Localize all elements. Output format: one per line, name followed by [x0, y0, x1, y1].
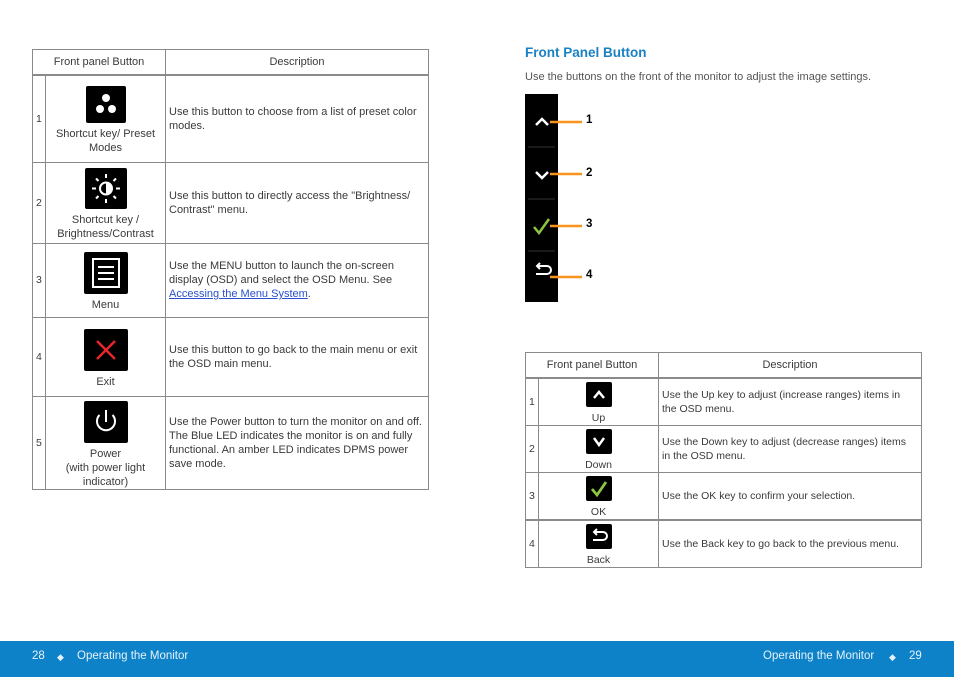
right-button-table	[525, 352, 922, 568]
table-row	[526, 378, 922, 426]
section-title: Front Panel Button	[525, 45, 647, 60]
up-icon	[586, 382, 612, 407]
row-number: 3	[33, 243, 46, 317]
check-icon	[534, 219, 549, 233]
row-description: Use the Power button to turn the monitor on and off.	[169, 415, 422, 428]
ok-check-icon	[586, 476, 612, 501]
down-arrow-icon	[536, 172, 548, 178]
table-header-row	[33, 50, 429, 76]
table-row	[526, 473, 922, 521]
row-number: 2	[33, 162, 46, 243]
button-label: Shortcut key / Brightness/Contrast	[57, 214, 154, 240]
row-description: Use this button to directly access the "Brightness/ Contrast" menu.	[166, 162, 429, 243]
row-description: Use the Down key to adjust (decrease ranges) items in the OSD menu.	[659, 426, 922, 473]
power-icon	[84, 401, 128, 443]
exit-x-icon	[84, 329, 128, 371]
row-number: 3	[526, 473, 539, 521]
section-intro: Use the buttons on the front of the monitor to adjust the image settings.	[525, 71, 872, 83]
callout-label: 3	[586, 218, 593, 230]
callout-label: 2	[586, 167, 593, 179]
column-header-button: Front panel Button	[33, 50, 166, 76]
table-row	[526, 520, 922, 568]
page-footer	[0, 641, 954, 677]
footer-bullet-icon: ◆	[889, 652, 896, 662]
button-label: Back	[586, 554, 611, 566]
button-label-note: (with power light indicator)	[65, 461, 146, 488]
up-arrow-icon	[536, 119, 548, 125]
button-label: Power	[89, 447, 122, 460]
row-number: 1	[33, 75, 46, 162]
column-header-description: Description	[659, 353, 922, 379]
brightness-contrast-icon	[85, 168, 127, 209]
row-description: Use this button to go back to the main menu or exit the OSD main menu.	[166, 317, 429, 396]
row-number: 4	[33, 317, 46, 396]
button-label: Shortcut key/ Preset Modes	[55, 128, 156, 155]
table-header-row	[526, 353, 922, 379]
table-row	[33, 317, 429, 396]
left-button-table	[32, 49, 429, 490]
row-description: Use the Back key to go back to the previous menu.	[659, 520, 922, 568]
back-arrow-icon	[536, 263, 551, 274]
row-description: Use this button to choose from a list of preset color modes.	[166, 75, 429, 162]
row-number: 4	[526, 520, 539, 568]
right-page-number: 29	[909, 650, 922, 662]
row-description: Use the MENU button to launch the on-screen display (OSD) and select the OSD Menu. See	[169, 260, 395, 286]
table-row	[526, 426, 922, 473]
column-header-button: Front panel Button	[526, 353, 659, 379]
button-label: Exit	[96, 375, 115, 388]
down-icon	[586, 429, 612, 454]
left-footer-title: Operating the Monitor	[77, 650, 189, 662]
right-footer-title: Operating the Monitor	[763, 650, 875, 662]
row-number: 1	[526, 378, 539, 426]
row-description: Use the Up key to adjust (increase ranges) items in the OSD menu.	[659, 378, 922, 426]
row-number: 5	[33, 396, 46, 489]
row-number: 2	[526, 426, 539, 473]
row-description: Use the OK key to confirm your selection.	[659, 473, 922, 521]
table-row	[33, 162, 429, 243]
color-modes-icon	[86, 86, 126, 123]
button-label: OK	[590, 506, 607, 518]
accessing-menu-system-link[interactable]: Accessing the Menu System	[169, 288, 308, 300]
callout-label: 4	[586, 269, 593, 281]
table-row	[33, 75, 429, 162]
table-row	[33, 396, 429, 489]
row-description-led: The Blue LED indicates the monitor is on and fully functional. An amber LED indicates DPMS power save mode.	[169, 429, 413, 470]
left-page-number: 28	[32, 650, 45, 662]
back-icon	[586, 524, 612, 549]
table-row: 3 Menu Use the MENU button to launch the on-screen display (OSD) and select the OSD Menu. See Accessing the Menu System.	[33, 243, 429, 317]
button-label: Down	[585, 459, 612, 471]
footer-bullet-icon: ◆	[57, 652, 64, 662]
button-label: Menu	[91, 299, 120, 311]
callout-lines	[550, 110, 593, 285]
button-label: Up	[591, 412, 606, 424]
menu-icon	[84, 252, 128, 294]
callout-label: 1	[586, 114, 593, 126]
column-header-description: Description	[166, 50, 429, 76]
